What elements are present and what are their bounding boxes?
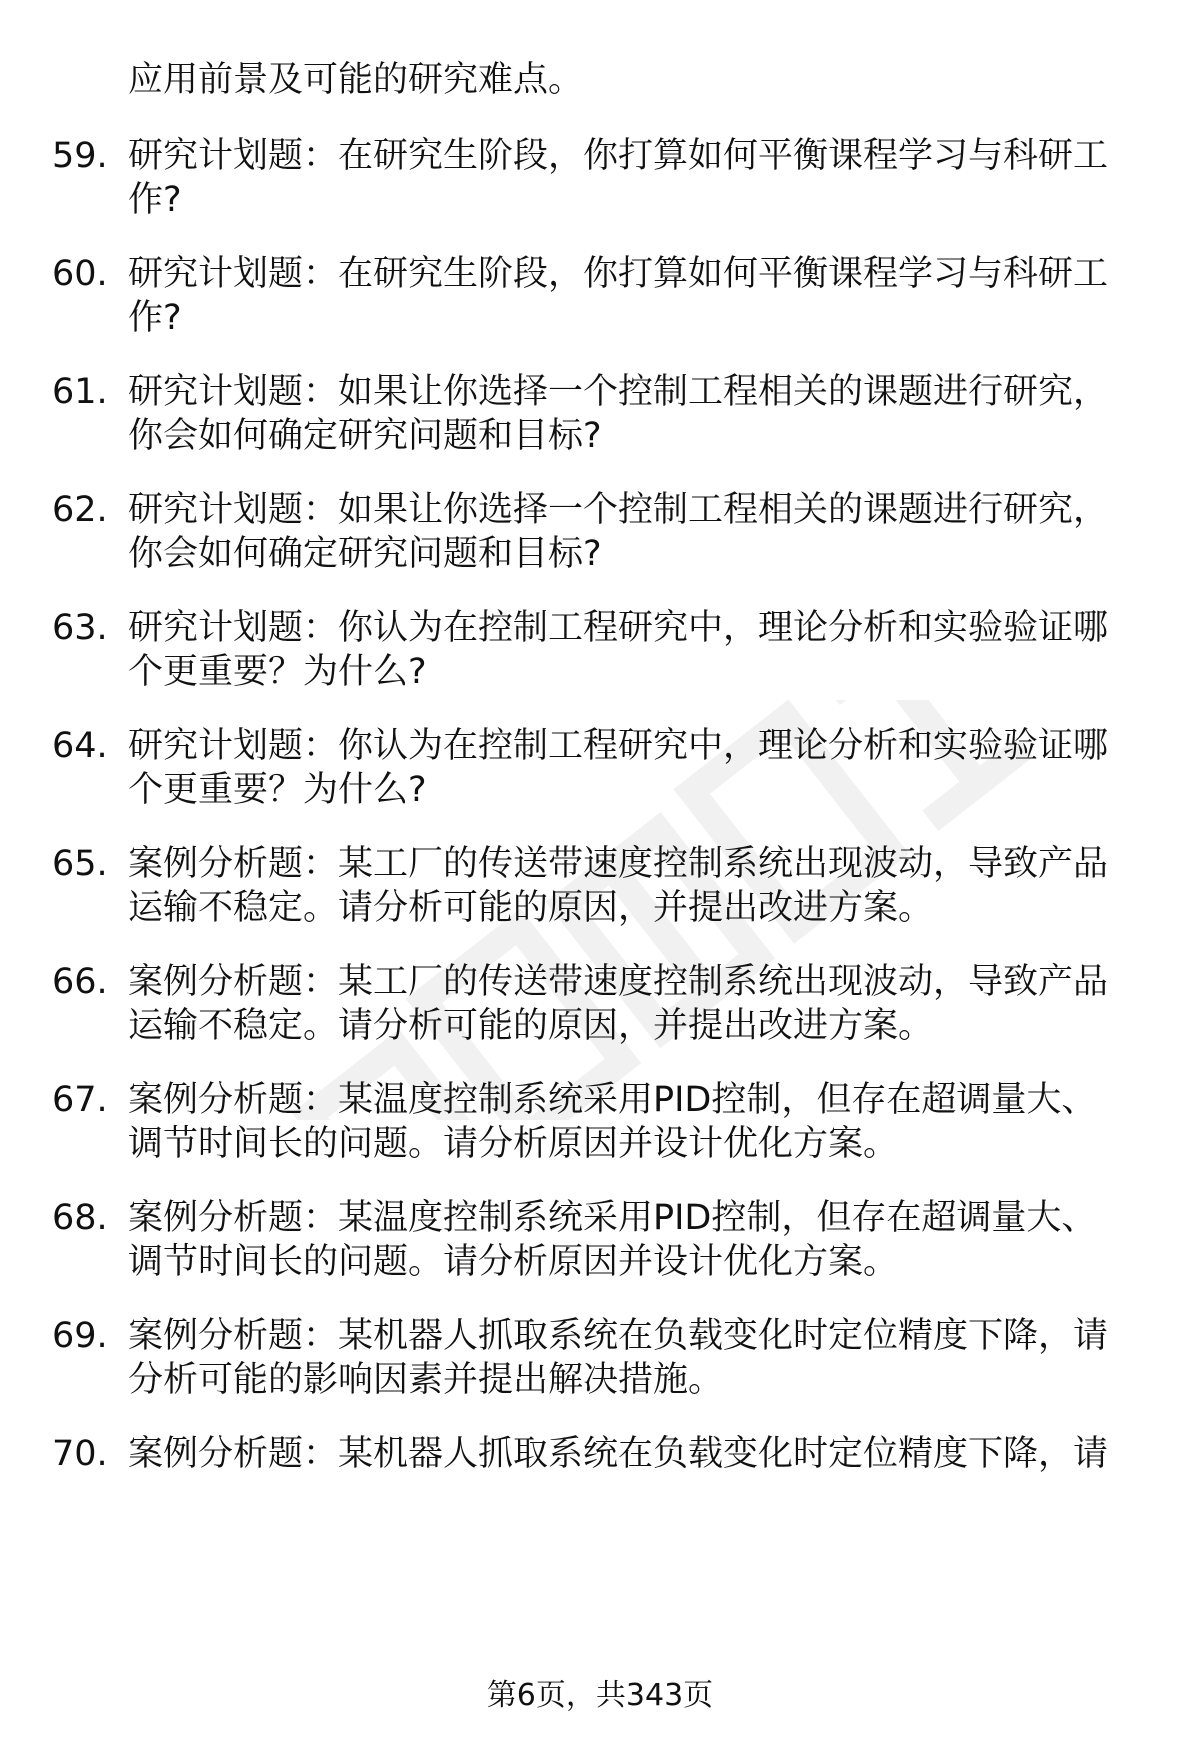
question-text-line1: 研究计划题：如果让你选择一个控制工程相关的课题进行研究，	[128, 490, 1109, 530]
question-text-line2: 调节时间长的问题。请分析原因并设计优化方案。	[128, 1242, 899, 1282]
question-text-line1: 案例分析题：某温度控制系统采用PID控制，但存在超调量大、	[128, 1080, 1097, 1120]
question-number: 66.	[52, 962, 108, 1002]
question-text-line2: 调节时间长的问题。请分析原因并设计优化方案。	[128, 1124, 899, 1164]
question-text-line2: 个更重要？为什么?	[128, 652, 427, 692]
question-text-line1: 案例分析题：某机器人抓取系统在负载变化时定位精度下降，请	[128, 1316, 1109, 1356]
question-number: 69.	[52, 1316, 108, 1356]
question-number: 63.	[52, 608, 108, 648]
question-number: 61.	[52, 372, 108, 412]
question-number: 68.	[52, 1198, 108, 1238]
question-number: 70.	[52, 1434, 108, 1474]
question-number: 65.	[52, 844, 108, 884]
question-number: 67.	[52, 1080, 108, 1120]
question-text-line1: 案例分析题：某温度控制系统采用PID控制，但存在超调量大、	[128, 1198, 1097, 1238]
question-number: 64.	[52, 726, 108, 766]
question-text-line2: 你会如何确定研究问题和目标?	[128, 416, 602, 456]
question-text-line1: 案例分析题：某工厂的传送带速度控制系统出现波动，导致产品	[128, 844, 1109, 884]
question-text-line1: 研究计划题：你认为在控制工程研究中，理论分析和实验验证哪	[128, 608, 1109, 648]
continuation-line: 应用前景及可能的研究难点。	[128, 60, 584, 100]
question-text-line1: 案例分析题：某工厂的传送带速度控制系统出现波动，导致产品	[128, 962, 1109, 1002]
question-text-line2: 运输不稳定。请分析可能的原因，并提出改进方案。	[128, 1006, 934, 1046]
question-text-line2: 作?	[128, 180, 182, 220]
question-number: 59.	[52, 136, 108, 176]
question-text-line2: 你会如何确定研究问题和目标?	[128, 534, 602, 574]
question-text-line1: 研究计划题：你认为在控制工程研究中，理论分析和实验验证哪	[128, 726, 1109, 766]
question-number: 62.	[52, 490, 108, 530]
page-footer: 第6页，共343页	[486, 1678, 714, 1713]
question-text-line2: 个更重要？为什么?	[128, 770, 427, 810]
question-text-line2: 分析可能的影响因素并提出解决措施。	[128, 1360, 724, 1400]
question-number: 60.	[52, 254, 108, 294]
question-text-line1: 研究计划题：如果让你选择一个控制工程相关的课题进行研究，	[128, 372, 1109, 412]
question-text-line1: 研究计划题：在研究生阶段，你打算如何平衡课程学习与科研工	[128, 136, 1109, 176]
question-text-line2: 运输不稳定。请分析可能的原因，并提出改进方案。	[128, 888, 934, 928]
question-text-line2: 作?	[128, 298, 182, 338]
question-text-line1: 案例分析题：某机器人抓取系统在负载变化时定位精度下降，请	[128, 1434, 1109, 1474]
question-text-line1: 研究计划题：在研究生阶段，你打算如何平衡课程学习与科研工	[128, 254, 1109, 294]
